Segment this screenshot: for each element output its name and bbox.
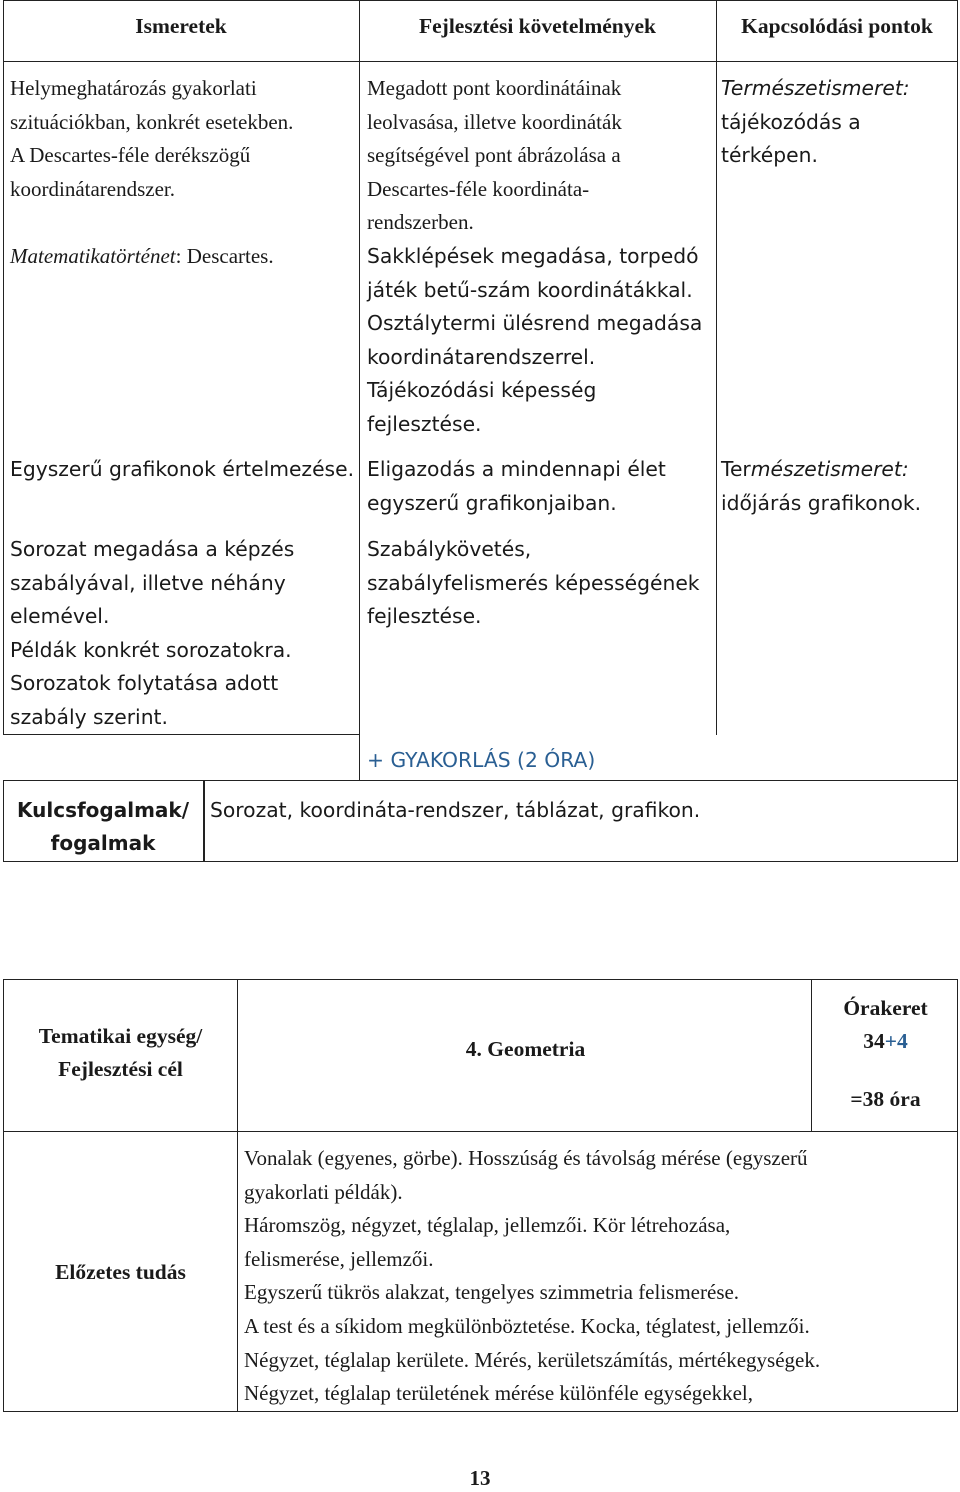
graphs-knowledge-text: Egyszerű grafikonok értelmezése. xyxy=(10,457,355,481)
header-connections: Kapcsolódási pontok xyxy=(741,14,933,38)
graphs-requirements-text: Eligazodás a mindennapi élet egyszerű grafikonjaiban. xyxy=(367,457,666,515)
math-history-note: Matematikatörténet: Descartes. xyxy=(10,243,274,268)
unit-title: 4. Geometria xyxy=(465,1037,586,1061)
row-sequences-connections xyxy=(717,518,958,735)
header-requirements: Fejlesztési követelmények xyxy=(418,14,656,38)
key-concepts-value: Sorozat, koordináta-rendszer, táblázat, grafikon. xyxy=(210,798,701,822)
coordinates-knowledge-text: Helymeghatározás gyakorlati szituációkban, konkrét esetekben. A Descartes-féle derékszögű koordinátarendszer. Matematikatörténet: Descartes. xyxy=(10,72,293,274)
sequences-knowledge-text: Sorozat megadása a képzés szabályával, illetve néhány elemével. Példák konkrét sorozatokra. Sorozatok folytatása adott szabály szerint. xyxy=(10,537,295,729)
hours-box xyxy=(813,992,958,1116)
sequences-requirements-text: Szabálykövetés, szabályfelismerés képességének fejlesztése. xyxy=(367,537,700,629)
coordinates-connections-text: Természetismeret: tájékozódás a térképen. xyxy=(721,76,910,168)
hours-value: 34+4 xyxy=(863,1029,908,1053)
practice-hours-note: + GYAKORLÁS (2 ÓRA) xyxy=(367,748,596,772)
page-number: 13 xyxy=(469,1466,491,1490)
hours-total: =38 óra xyxy=(850,1087,921,1111)
unit-label: Tematikai egység/ Fejlesztési cél xyxy=(38,1024,203,1081)
header-knowledge: Ismeretek xyxy=(135,14,227,38)
prior-knowledge-label: Előzetes tudás xyxy=(55,1260,186,1284)
prior-knowledge-text: Vonalak (egyenes, görbe). Hosszúság és távolság mérése (egyszerű gyakorlati példák). Háromszög, négyzet, téglalap, jellemzői. Kör létrehozása, felismerése, jellemzői. Egyszerű tükrös alakzat, tengelyes szimmetria felismerése. A test és a síkidom megkülönböztetése. Kocka, téglatest, jellemzői. Négyzet, téglalap kerülete. Mérés, kerületszámítás, mértékegységek. Négyzet, téglalap területének mérése különféle egységekkel, xyxy=(244,1146,821,1406)
key-concepts-label: Kulcsfogalmak/ fogalmak xyxy=(16,798,190,855)
graphs-connections-text: Természetismeret: időjárás grafikonok. xyxy=(721,457,922,515)
coordinates-requirements-text: Megadott pont koordinátáinak leolvasása, illetve koordináták segítségével pont ábrázolása a Descartes-féle koordináta- rendszerben. Sakklépések megadása, torpedó játék betű-szám koordinátákkal. Osztálytermi ülésrend megadása koordinátarendszerrel. Tájékozódási képesség fejlesztése. xyxy=(367,76,703,436)
hours-label: Órakeret xyxy=(843,996,928,1020)
